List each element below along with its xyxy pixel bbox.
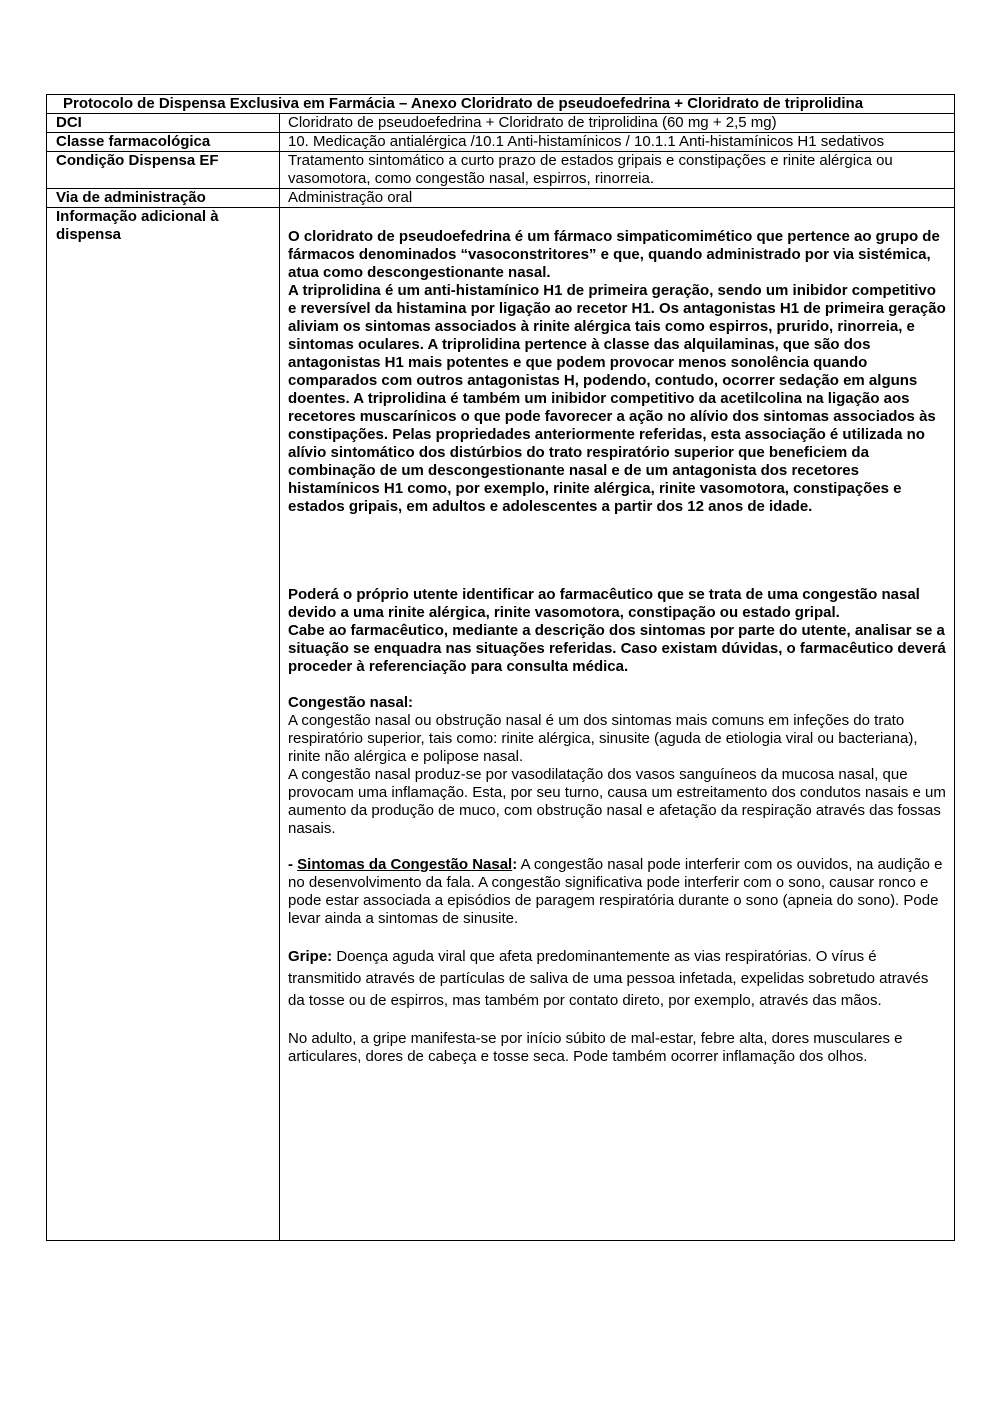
adulto-paragraph: No adulto, a gripe manifesta-se por início súbito de mal-estar, febre alta, dores musculares e articulares, dores de cabeça e tosse seca. Pode também ocorrer inflamação dos olhos. xyxy=(288,1030,903,1065)
sintomas-dash: - xyxy=(288,856,298,873)
congestao-paragraph-1: A congestão nasal ou obstrução nasal é um dos sintomas mais comuns em infeções do trato respiratório superior, tais como: rinite alérgica, sinusite (aguda de etiologia viral ou bacteriana), rinite não alérgica e polipose nasal. xyxy=(288,712,918,765)
table-row xyxy=(47,152,955,189)
sintomas-paragraph xyxy=(288,856,946,928)
info-row xyxy=(47,208,955,1241)
sintomas-text: A congestão nasal pode interferir com os ouvidos, na audição e no desenvolvimento da fala. A congestão significativa pode interferir com o sono, causar ronco e pode estar associada a episódios de paragem respiratória durante o sono (apneia do sono). Pode levar ainda a sintomas de sinusite. xyxy=(288,856,943,927)
table-row xyxy=(47,114,955,133)
title-row xyxy=(47,95,955,114)
document-title xyxy=(47,95,955,114)
row-value-classe: 10. Medicação antialérgica /10.1 Anti-histamínicos / 10.1.1 Anti-histamínicos H1 sedativos xyxy=(280,133,955,152)
gripe-text: Doença aguda viral que afeta predominantemente as vias respiratórias. O vírus é transmitido através de partículas de saliva de uma pessoa infetada, expelidas sobretudo através da tosse ou de espirros, mas também por contato direto, por exemplo, através das mãos. xyxy=(288,948,929,1009)
congestao-paragraph-2: A congestão nasal produz-se por vasodilatação dos vasos sanguíneos da mucosa nasal, que provocam uma inflamação. Esta, por seu turno, causa um estreitamento dos condutos nasais e um aumento da produção de muco, com obstrução nasal e afetação da respiração através das fossas nasais. xyxy=(288,766,946,837)
congestao-heading: Congestão nasal: xyxy=(288,694,414,711)
gripe-paragraph xyxy=(288,946,946,1012)
row-label-dci: DCI xyxy=(47,114,280,133)
utente-paragraph: Poderá o próprio utente identificar ao farmacêutico que se trata de uma congestão nasal devido a uma rinite alérgica, rinite vasomotora, constipação ou estado gripal. xyxy=(288,586,920,621)
triprolidina-paragraph: A triprolidina é um anti-histamínico H1 de primeira geração, sendo um inibidor competitivo e reversível da histamina por ligação ao recetor H1. Os antagonistas H1 de primeira geração aliviam os sintomas associados à rinite alérgica tais como espirros, prurido, rinorreia, e sintomas oculares. A triprolidina pertence à classe das alquilaminas, que são dos antagonistas H1 mais potentes e que podem provocar menos sonolência quando comparados com outros antagonistas H, podendo, contudo, ocorrer sedação em alguns doentes. A triprolidina é também um inibidor competitivo da acetilcolina na ligação aos recetores muscarínicos o que pode favorecer a ação no alívio dos sintomas associados às constipações. Pelas propriedades anteriormente referidas, esta associação é utilizada no alívio sintomático dos distúrbios do trato respiratório superior que beneficiem da combinação de um descongestionante nasal e de um antagonista dos recetores histamínicos H1 como, por exemplo, rinite alérgica, rinite vasomotora, constipações e estados gripais, em adultos e adolescentes a partir dos 12 anos de idade. xyxy=(288,282,946,515)
row-value-condicao: Tratamento sintomático a curto prazo de estados gripais e constipações e rinite alérgica ou vasomotora, como congestão nasal, espirros, rinorreia. xyxy=(280,152,955,189)
row-label-classe: Classe farmacológica xyxy=(47,133,280,152)
table-row xyxy=(47,189,955,208)
row-label-via: Via de administração xyxy=(47,189,280,208)
row-value-dci: Cloridrato de pseudoefedrina + Cloridrato de triprolidina (60 mg + 2,5 mg) xyxy=(280,114,955,133)
row-label-condicao: Condição Dispensa EF xyxy=(47,152,280,189)
table-row xyxy=(47,133,955,152)
info-content xyxy=(280,208,955,1241)
protocol-table xyxy=(46,94,955,1241)
sintomas-heading: Sintomas da Congestão Nasal xyxy=(297,856,513,873)
title-text: Protocolo de Dispensa Exclusiva em Farmácia – Anexo Cloridrato de pseudoefedrina + Cloridrato de triprolidina xyxy=(63,95,864,112)
pseudoefedrina-paragraph: O cloridrato de pseudoefedrina é um fármaco simpaticomimético que pertence ao grupo de fármacos denominados “vasoconstritores” e que, quando administrado por via sistémica, atua como descongestionante nasal. xyxy=(288,228,940,281)
row-value-via: Administração oral xyxy=(280,189,955,208)
farmaceutico-paragraph: Cabe ao farmacêutico, mediante a descrição dos sintomas por parte do utente, analisar se a situação se enquadra nas situações referidas. Caso existam dúvidas, o farmacêutico deverá proceder à referenciação para consulta médica. xyxy=(288,622,946,675)
row-label-info: Informação adicional à dispensa xyxy=(47,208,280,1241)
sintomas-colon: : xyxy=(512,856,518,873)
gripe-heading: Gripe: xyxy=(288,948,333,965)
